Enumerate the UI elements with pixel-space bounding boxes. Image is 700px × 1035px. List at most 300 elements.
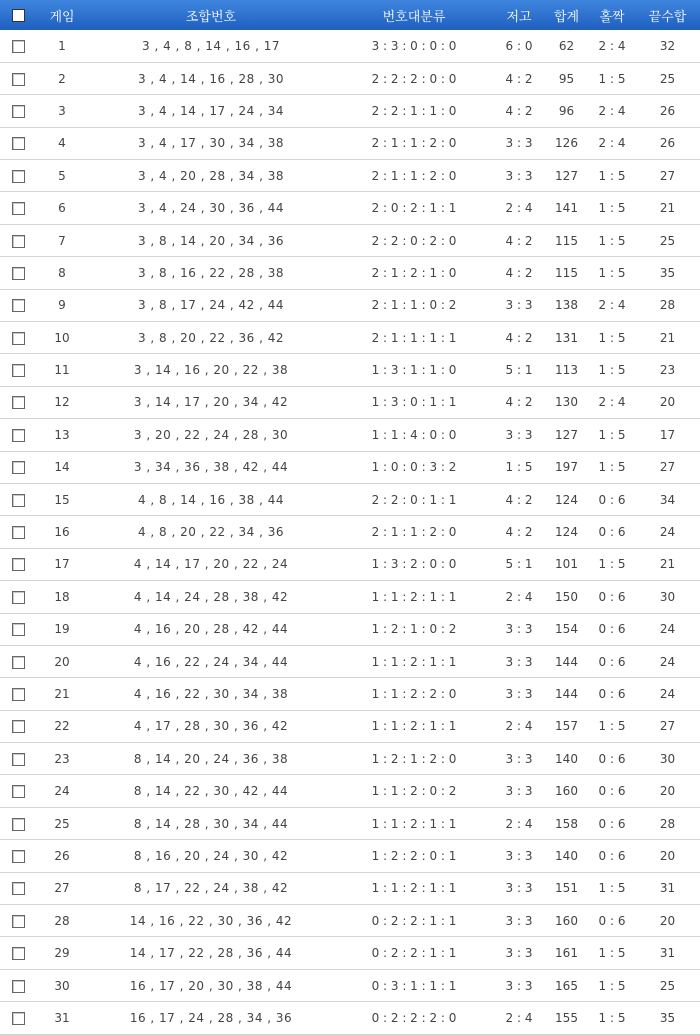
game-cell: 6 — [36, 192, 88, 224]
combination-cell: 3 , 8 , 17 , 24 , 42 , 44 — [88, 289, 334, 321]
combination-cell: 16 , 17 , 24 , 28 , 34 , 36 — [88, 1002, 334, 1034]
game-cell: 22 — [36, 710, 88, 742]
sum-cell: 127 — [544, 160, 589, 192]
row-select-cell — [0, 905, 36, 937]
game-cell: 24 — [36, 775, 88, 807]
low-high-cell: 3 : 3 — [494, 645, 544, 677]
game-cell: 31 — [36, 1002, 88, 1034]
game-cell: 8 — [36, 257, 88, 289]
low-high-cell: 3 : 3 — [494, 775, 544, 807]
end-digit-sum-cell: 31 — [635, 937, 700, 969]
low-high-cell: 4 : 2 — [494, 483, 544, 515]
combination-cell: 3 , 14 , 17 , 20 , 34 , 42 — [88, 386, 334, 418]
row-checkbox[interactable] — [12, 980, 25, 993]
number-range-cell: 2 : 1 : 1 : 0 : 2 — [334, 289, 494, 321]
row-select-cell — [0, 127, 36, 159]
combination-cell: 8 , 16 , 20 , 24 , 30 , 42 — [88, 840, 334, 872]
low-high-cell: 2 : 4 — [494, 581, 544, 613]
number-range-cell: 1 : 2 : 1 : 2 : 0 — [334, 743, 494, 775]
row-select-cell — [0, 451, 36, 483]
row-select-cell — [0, 548, 36, 580]
table-row — [0, 419, 700, 451]
row-select-cell — [0, 645, 36, 677]
header-row — [0, 0, 700, 30]
table-row — [0, 95, 700, 127]
number-range-cell: 2 : 2 : 0 : 2 : 0 — [334, 224, 494, 256]
number-range-cell: 1 : 3 : 0 : 1 : 1 — [334, 386, 494, 418]
table-header — [0, 0, 700, 30]
row-checkbox[interactable] — [12, 429, 25, 442]
table-row — [0, 678, 700, 710]
number-range-cell: 1 : 1 : 2 : 2 : 0 — [334, 678, 494, 710]
row-select-cell — [0, 419, 36, 451]
sum-cell: 158 — [544, 807, 589, 839]
row-checkbox[interactable] — [12, 656, 25, 669]
table-row — [0, 451, 700, 483]
odd-even-cell: 0 : 6 — [589, 807, 635, 839]
row-checkbox[interactable] — [12, 137, 25, 150]
game-cell: 15 — [36, 483, 88, 515]
end-digit-sum-cell: 20 — [635, 386, 700, 418]
end-digit-sum-cell: 35 — [635, 1002, 700, 1034]
row-checkbox[interactable] — [12, 105, 25, 118]
low-high-cell: 3 : 3 — [494, 872, 544, 904]
row-select-cell — [0, 613, 36, 645]
table-row — [0, 548, 700, 580]
odd-even-cell: 1 : 5 — [589, 322, 635, 354]
game-cell: 30 — [36, 969, 88, 1001]
col-header-end-digit-sum[interactable]: 끝수합 — [648, 9, 687, 25]
low-high-cell: 3 : 3 — [494, 678, 544, 710]
end-digit-sum-cell: 27 — [635, 160, 700, 192]
row-checkbox[interactable] — [12, 720, 25, 733]
odd-even-cell: 1 : 5 — [589, 1002, 635, 1034]
end-digit-sum-cell: 24 — [635, 516, 700, 548]
table-row — [0, 581, 700, 613]
end-digit-sum-cell: 24 — [635, 678, 700, 710]
end-digit-sum-cell: 28 — [635, 807, 700, 839]
low-high-cell: 2 : 4 — [494, 192, 544, 224]
table-row — [0, 30, 700, 62]
end-digit-sum-cell: 26 — [635, 127, 700, 159]
end-digit-sum-cell: 24 — [635, 645, 700, 677]
row-checkbox[interactable] — [12, 364, 25, 377]
low-high-cell: 3 : 3 — [494, 743, 544, 775]
end-digit-sum-cell: 21 — [635, 548, 700, 580]
row-checkbox[interactable] — [12, 785, 25, 798]
number-range-cell: 1 : 2 : 1 : 0 : 2 — [334, 613, 494, 645]
end-digit-sum-cell: 17 — [635, 419, 700, 451]
game-cell: 29 — [36, 937, 88, 969]
odd-even-cell: 1 : 5 — [589, 872, 635, 904]
odd-even-cell: 0 : 6 — [589, 516, 635, 548]
sum-cell: 115 — [544, 224, 589, 256]
combination-cell: 3 , 4 , 14 , 16 , 28 , 30 — [88, 62, 334, 94]
game-cell: 16 — [36, 516, 88, 548]
number-range-cell: 2 : 2 : 2 : 0 : 0 — [334, 62, 494, 94]
row-checkbox[interactable] — [12, 526, 25, 539]
game-cell: 12 — [36, 386, 88, 418]
end-digit-sum-cell: 32 — [635, 30, 700, 62]
row-select-cell — [0, 840, 36, 872]
number-range-cell: 1 : 1 : 2 : 0 : 2 — [334, 775, 494, 807]
row-checkbox[interactable] — [12, 267, 25, 280]
combination-cell: 3 , 4 , 8 , 14 , 16 , 17 — [88, 30, 334, 62]
sum-cell: 115 — [544, 257, 589, 289]
end-digit-sum-cell: 25 — [635, 969, 700, 1001]
row-select-cell — [0, 224, 36, 256]
table-row — [0, 645, 700, 677]
odd-even-cell: 2 : 4 — [589, 30, 635, 62]
row-select-cell — [0, 743, 36, 775]
row-checkbox[interactable] — [12, 591, 25, 604]
row-checkbox[interactable] — [12, 850, 25, 863]
sum-cell: 131 — [544, 322, 589, 354]
number-range-cell: 0 : 2 : 2 : 2 : 0 — [334, 1002, 494, 1034]
number-range-cell: 2 : 1 : 1 : 2 : 0 — [334, 127, 494, 159]
end-digit-sum-cell: 25 — [635, 62, 700, 94]
game-cell: 2 — [36, 62, 88, 94]
number-range-cell: 3 : 3 : 0 : 0 : 0 — [334, 30, 494, 62]
row-select-cell — [0, 354, 36, 386]
sum-cell: 124 — [544, 483, 589, 515]
combination-cell: 8 , 17 , 22 , 24 , 38 , 42 — [88, 872, 334, 904]
sum-cell: 101 — [544, 548, 589, 580]
row-select-cell — [0, 257, 36, 289]
table-row — [0, 516, 700, 548]
game-cell: 1 — [36, 30, 88, 62]
combination-cell: 16 , 17 , 20 , 30 , 38 , 44 — [88, 969, 334, 1001]
game-cell: 19 — [36, 613, 88, 645]
table-row — [0, 905, 700, 937]
table-row — [0, 840, 700, 872]
number-range-cell: 1 : 3 : 2 : 0 : 0 — [334, 548, 494, 580]
odd-even-cell: 1 : 5 — [589, 710, 635, 742]
table-row — [0, 775, 700, 807]
number-range-cell: 1 : 1 : 2 : 1 : 1 — [334, 807, 494, 839]
row-checkbox[interactable] — [12, 40, 25, 53]
table-body — [0, 30, 700, 1034]
table-row — [0, 354, 700, 386]
number-range-cell: 1 : 1 : 4 : 0 : 0 — [334, 419, 494, 451]
table-row — [0, 483, 700, 515]
combination-cell: 3 , 4 , 24 , 30 , 36 , 44 — [88, 192, 334, 224]
low-high-cell: 3 : 3 — [494, 840, 544, 872]
row-checkbox[interactable] — [12, 235, 25, 248]
row-checkbox[interactable] — [12, 688, 25, 701]
combination-cell: 3 , 4 , 20 , 28 , 34 , 38 — [88, 160, 334, 192]
row-checkbox[interactable] — [12, 915, 25, 928]
end-digit-sum-cell: 27 — [635, 710, 700, 742]
low-high-cell: 2 : 4 — [494, 1002, 544, 1034]
low-high-cell: 6 : 0 — [494, 30, 544, 62]
end-digit-sum-cell: 20 — [635, 840, 700, 872]
sum-cell: 160 — [544, 775, 589, 807]
row-select-cell — [0, 937, 36, 969]
end-digit-sum-cell: 21 — [635, 322, 700, 354]
game-cell: 21 — [36, 678, 88, 710]
row-checkbox[interactable] — [12, 396, 25, 409]
odd-even-cell: 2 : 4 — [589, 95, 635, 127]
row-select-cell — [0, 1002, 36, 1034]
col-header-game[interactable]: 게임 — [49, 9, 75, 25]
row-select-cell — [0, 192, 36, 224]
game-cell: 23 — [36, 743, 88, 775]
odd-even-cell: 2 : 4 — [589, 386, 635, 418]
low-high-cell: 3 : 3 — [494, 289, 544, 321]
col-header-sum[interactable]: 합계 — [553, 9, 580, 25]
row-select-cell — [0, 516, 36, 548]
combination-cell: 8 , 14 , 20 , 24 , 36 , 38 — [88, 743, 334, 775]
end-digit-sum-cell: 35 — [635, 257, 700, 289]
table-row — [0, 62, 700, 94]
combination-cell: 14 , 17 , 22 , 28 , 36 , 44 — [88, 937, 334, 969]
low-high-cell: 2 : 4 — [494, 807, 544, 839]
row-select-cell — [0, 969, 36, 1001]
odd-even-cell: 0 : 6 — [589, 613, 635, 645]
game-cell: 3 — [36, 95, 88, 127]
sum-cell: 165 — [544, 969, 589, 1001]
sum-cell: 197 — [544, 451, 589, 483]
sum-cell: 160 — [544, 905, 589, 937]
number-range-cell: 2 : 1 : 2 : 1 : 0 — [334, 257, 494, 289]
number-range-cell: 2 : 0 : 2 : 1 : 1 — [334, 192, 494, 224]
table-row — [0, 937, 700, 969]
sum-cell: 126 — [544, 127, 589, 159]
table-row — [0, 322, 700, 354]
combination-cell: 8 , 14 , 22 , 30 , 42 , 44 — [88, 775, 334, 807]
row-checkbox[interactable] — [12, 623, 25, 636]
end-digit-sum-cell: 30 — [635, 743, 700, 775]
table-row — [0, 872, 700, 904]
row-select-cell — [0, 160, 36, 192]
end-digit-sum-cell: 31 — [635, 872, 700, 904]
number-range-cell: 1 : 2 : 2 : 0 : 1 — [334, 840, 494, 872]
low-high-cell: 3 : 3 — [494, 419, 544, 451]
odd-even-cell: 0 : 6 — [589, 775, 635, 807]
odd-even-cell: 2 : 4 — [589, 289, 635, 321]
row-checkbox[interactable] — [12, 461, 25, 474]
odd-even-cell: 0 : 6 — [589, 840, 635, 872]
low-high-cell: 4 : 2 — [494, 322, 544, 354]
number-range-cell: 2 : 1 : 1 : 2 : 0 — [334, 160, 494, 192]
combination-cell: 4 , 16 , 20 , 28 , 42 , 44 — [88, 613, 334, 645]
odd-even-cell: 2 : 4 — [589, 127, 635, 159]
col-header-combination[interactable]: 조합번호 — [185, 9, 237, 25]
odd-even-cell: 1 : 5 — [589, 969, 635, 1001]
game-cell: 5 — [36, 160, 88, 192]
table-row — [0, 192, 700, 224]
sum-cell: 154 — [544, 613, 589, 645]
sum-cell: 113 — [544, 354, 589, 386]
low-high-cell: 3 : 3 — [494, 905, 544, 937]
game-cell: 18 — [36, 581, 88, 613]
end-digit-sum-cell: 21 — [635, 192, 700, 224]
low-high-cell: 3 : 3 — [494, 160, 544, 192]
end-digit-sum-cell: 23 — [635, 354, 700, 386]
odd-even-cell: 1 : 5 — [589, 451, 635, 483]
row-select-cell — [0, 289, 36, 321]
game-cell: 28 — [36, 905, 88, 937]
row-checkbox[interactable] — [12, 170, 25, 183]
row-checkbox[interactable] — [12, 1012, 25, 1025]
sum-cell: 151 — [544, 872, 589, 904]
end-digit-sum-cell: 20 — [635, 905, 700, 937]
low-high-cell: 4 : 2 — [494, 257, 544, 289]
col-header-low-high[interactable]: 저고 — [506, 9, 532, 25]
row-select-cell — [0, 872, 36, 904]
row-select-cell — [0, 581, 36, 613]
sum-cell: 140 — [544, 840, 589, 872]
game-cell: 4 — [36, 127, 88, 159]
select-all-checkbox[interactable] — [12, 9, 25, 22]
odd-even-cell: 1 : 5 — [589, 354, 635, 386]
combination-cell: 8 , 14 , 28 , 30 , 34 , 44 — [88, 807, 334, 839]
combination-cell: 3 , 8 , 16 , 22 , 28 , 38 — [88, 257, 334, 289]
col-header-odd-even[interactable]: 홀짝 — [599, 9, 625, 25]
row-checkbox[interactable] — [12, 558, 25, 571]
row-select-cell — [0, 710, 36, 742]
game-cell: 25 — [36, 807, 88, 839]
game-cell: 17 — [36, 548, 88, 580]
sum-cell: 127 — [544, 419, 589, 451]
table-row — [0, 807, 700, 839]
number-range-cell: 2 : 2 : 0 : 1 : 1 — [334, 483, 494, 515]
row-checkbox[interactable] — [12, 73, 25, 86]
odd-even-cell: 0 : 6 — [589, 581, 635, 613]
game-cell: 9 — [36, 289, 88, 321]
combination-cell: 4 , 16 , 22 , 30 , 34 , 38 — [88, 678, 334, 710]
odd-even-cell: 0 : 6 — [589, 743, 635, 775]
col-header-number-range[interactable]: 번호대분류 — [382, 9, 446, 25]
combination-cell: 4 , 14 , 24 , 28 , 38 , 42 — [88, 581, 334, 613]
odd-even-cell: 1 : 5 — [589, 937, 635, 969]
end-digit-sum-cell: 26 — [635, 95, 700, 127]
sum-cell: 96 — [544, 95, 589, 127]
table-row — [0, 613, 700, 645]
odd-even-cell: 1 : 5 — [589, 419, 635, 451]
row-checkbox[interactable] — [12, 882, 25, 895]
combination-cell: 4 , 14 , 17 , 20 , 22 , 24 — [88, 548, 334, 580]
table-row — [0, 743, 700, 775]
sum-cell: 130 — [544, 386, 589, 418]
low-high-cell: 2 : 4 — [494, 710, 544, 742]
odd-even-cell: 1 : 5 — [589, 62, 635, 94]
table-row — [0, 386, 700, 418]
sum-cell: 157 — [544, 710, 589, 742]
low-high-cell: 3 : 3 — [494, 127, 544, 159]
odd-even-cell: 0 : 6 — [589, 678, 635, 710]
row-checkbox[interactable] — [12, 947, 25, 960]
low-high-cell: 3 : 3 — [494, 613, 544, 645]
game-cell: 7 — [36, 224, 88, 256]
combination-cell: 3 , 4 , 14 , 17 , 24 , 34 — [88, 95, 334, 127]
odd-even-cell: 1 : 5 — [589, 160, 635, 192]
sum-cell: 140 — [544, 743, 589, 775]
row-select-cell — [0, 322, 36, 354]
table-row — [0, 289, 700, 321]
row-checkbox[interactable] — [12, 753, 25, 766]
combination-cell: 4 , 8 , 14 , 16 , 38 , 44 — [88, 483, 334, 515]
sum-cell: 95 — [544, 62, 589, 94]
odd-even-cell: 0 : 6 — [589, 645, 635, 677]
sum-cell: 144 — [544, 678, 589, 710]
table-row — [0, 1002, 700, 1034]
sum-cell: 62 — [544, 30, 589, 62]
end-digit-sum-cell: 20 — [635, 775, 700, 807]
table-row — [0, 710, 700, 742]
combination-cell: 4 , 8 , 20 , 22 , 34 , 36 — [88, 516, 334, 548]
row-checkbox[interactable] — [12, 494, 25, 507]
combination-cell: 3 , 34 , 36 , 38 , 42 , 44 — [88, 451, 334, 483]
sum-cell: 138 — [544, 289, 589, 321]
row-select-cell — [0, 30, 36, 62]
table-row — [0, 257, 700, 289]
odd-even-cell: 1 : 5 — [589, 548, 635, 580]
table-row — [0, 969, 700, 1001]
number-range-cell: 1 : 1 : 2 : 1 : 1 — [334, 872, 494, 904]
row-checkbox[interactable] — [12, 202, 25, 215]
row-checkbox[interactable] — [12, 299, 25, 312]
end-digit-sum-cell: 34 — [635, 483, 700, 515]
select-all-cell — [0, 0, 36, 30]
low-high-cell: 3 : 3 — [494, 937, 544, 969]
number-range-cell: 1 : 3 : 1 : 1 : 0 — [334, 354, 494, 386]
low-high-cell: 5 : 1 — [494, 548, 544, 580]
sum-cell: 155 — [544, 1002, 589, 1034]
number-range-cell: 1 : 1 : 2 : 1 : 1 — [334, 710, 494, 742]
low-high-cell: 4 : 2 — [494, 224, 544, 256]
low-high-cell: 1 : 5 — [494, 451, 544, 483]
combination-cell: 3 , 14 , 16 , 20 , 22 , 38 — [88, 354, 334, 386]
row-select-cell — [0, 807, 36, 839]
row-select-cell — [0, 95, 36, 127]
sum-cell: 141 — [544, 192, 589, 224]
end-digit-sum-cell: 27 — [635, 451, 700, 483]
number-range-cell: 0 : 2 : 2 : 1 : 1 — [334, 937, 494, 969]
end-digit-sum-cell: 24 — [635, 613, 700, 645]
combination-cell: 4 , 16 , 22 , 24 , 34 , 44 — [88, 645, 334, 677]
row-select-cell — [0, 62, 36, 94]
number-range-cell: 2 : 2 : 1 : 1 : 0 — [334, 95, 494, 127]
sum-cell: 124 — [544, 516, 589, 548]
number-range-cell: 0 : 2 : 2 : 1 : 1 — [334, 905, 494, 937]
row-select-cell — [0, 678, 36, 710]
odd-even-cell: 1 : 5 — [589, 224, 635, 256]
row-checkbox[interactable] — [12, 818, 25, 831]
end-digit-sum-cell: 25 — [635, 224, 700, 256]
sum-cell: 144 — [544, 645, 589, 677]
odd-even-cell: 0 : 6 — [589, 483, 635, 515]
number-range-cell: 1 : 0 : 0 : 3 : 2 — [334, 451, 494, 483]
low-high-cell: 5 : 1 — [494, 354, 544, 386]
low-high-cell: 4 : 2 — [494, 95, 544, 127]
low-high-cell: 4 : 2 — [494, 516, 544, 548]
game-cell: 20 — [36, 645, 88, 677]
game-cell: 14 — [36, 451, 88, 483]
row-checkbox[interactable] — [12, 332, 25, 345]
sum-cell: 150 — [544, 581, 589, 613]
row-select-cell — [0, 483, 36, 515]
end-digit-sum-cell: 28 — [635, 289, 700, 321]
combination-cell: 3 , 8 , 14 , 20 , 34 , 36 — [88, 224, 334, 256]
game-cell: 13 — [36, 419, 88, 451]
odd-even-cell: 0 : 6 — [589, 905, 635, 937]
game-cell: 27 — [36, 872, 88, 904]
table-row — [0, 224, 700, 256]
combination-cell: 3 , 4 , 17 , 30 , 34 , 38 — [88, 127, 334, 159]
table-row — [0, 127, 700, 159]
